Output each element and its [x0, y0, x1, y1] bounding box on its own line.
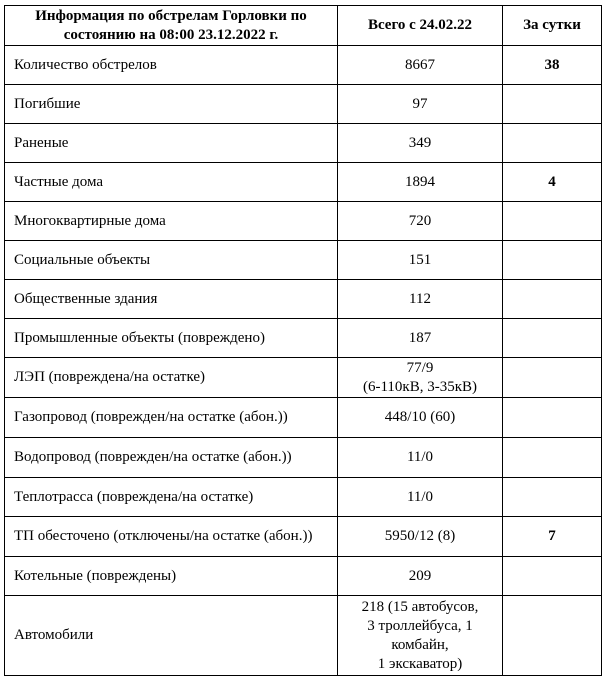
- row-total: 1894: [338, 163, 503, 202]
- row-label: Промышленные объекты (повреждено): [5, 319, 338, 358]
- row-label: Социальные объекты: [5, 241, 338, 280]
- table-row: [5, 85, 602, 124]
- row-label: ТП обесточено (отключены/на остатке (абон.)): [5, 517, 338, 557]
- row-label: Раненые: [5, 124, 338, 163]
- header-per-day: За сутки: [503, 6, 602, 46]
- row-label: Газопровод (поврежден/на остатке (абон.)): [5, 398, 338, 438]
- table-row: [5, 280, 602, 319]
- row-day: [503, 398, 602, 438]
- row-total: 151: [338, 241, 503, 280]
- row-total: 209: [338, 557, 503, 596]
- row-total: 5950/12 (8): [338, 517, 503, 557]
- row-label: Многоквартирные дома: [5, 202, 338, 241]
- row-day: [503, 85, 602, 124]
- table-row: [5, 124, 602, 163]
- table-row: [5, 557, 602, 596]
- row-label: Частные дома: [5, 163, 338, 202]
- row-day: [503, 438, 602, 478]
- row-total: 11/0: [338, 478, 503, 517]
- table-row: [5, 398, 602, 438]
- row-day: [503, 358, 602, 398]
- row-total: 112: [338, 280, 503, 319]
- row-day: [503, 596, 602, 676]
- row-label: Котельные (повреждены): [5, 557, 338, 596]
- row-day: [503, 478, 602, 517]
- row-total: 218 (15 автобусов, 3 троллейбуса, 1 комбайн, 1 экскаватор): [338, 596, 503, 676]
- row-label: ЛЭП (повреждена/на остатке): [5, 358, 338, 398]
- row-label: Автомобили: [5, 596, 338, 676]
- header-info-title: Информация по обстрелам Горловки по состоянию на 08:00 23.12.2022 г.: [5, 6, 338, 46]
- row-day: [503, 557, 602, 596]
- row-total: 77/9 (6-110кВ, 3-35кВ): [338, 358, 503, 398]
- row-total: 97: [338, 85, 503, 124]
- row-label: Количество обстрелов: [5, 46, 338, 85]
- table-row: [5, 163, 602, 202]
- row-label: Общественные здания: [5, 280, 338, 319]
- table-row: [5, 358, 602, 398]
- table-row: [5, 517, 602, 557]
- row-day: [503, 241, 602, 280]
- row-day: [503, 280, 602, 319]
- row-day: [503, 202, 602, 241]
- table-row: [5, 241, 602, 280]
- table-row: [5, 596, 602, 676]
- table-row: [5, 202, 602, 241]
- row-label: Теплотрасса (повреждена/на остатке): [5, 478, 338, 517]
- table-row: [5, 438, 602, 478]
- row-day: 7: [503, 517, 602, 557]
- row-day: 4: [503, 163, 602, 202]
- table-row: [5, 478, 602, 517]
- row-total: 8667: [338, 46, 503, 85]
- table-row: [5, 46, 602, 85]
- table-header-row: [5, 6, 602, 46]
- header-total-since: Всего с 24.02.22: [338, 6, 503, 46]
- shelling-info-table: [4, 5, 602, 676]
- table-row: [5, 319, 602, 358]
- row-total: 349: [338, 124, 503, 163]
- row-total: 187: [338, 319, 503, 358]
- row-total: 448/10 (60): [338, 398, 503, 438]
- row-day: 38: [503, 46, 602, 85]
- row-total: 11/0: [338, 438, 503, 478]
- row-label: Водопровод (поврежден/на остатке (абон.)): [5, 438, 338, 478]
- row-label: Погибшие: [5, 85, 338, 124]
- row-day: [503, 124, 602, 163]
- row-day: [503, 319, 602, 358]
- row-total: 720: [338, 202, 503, 241]
